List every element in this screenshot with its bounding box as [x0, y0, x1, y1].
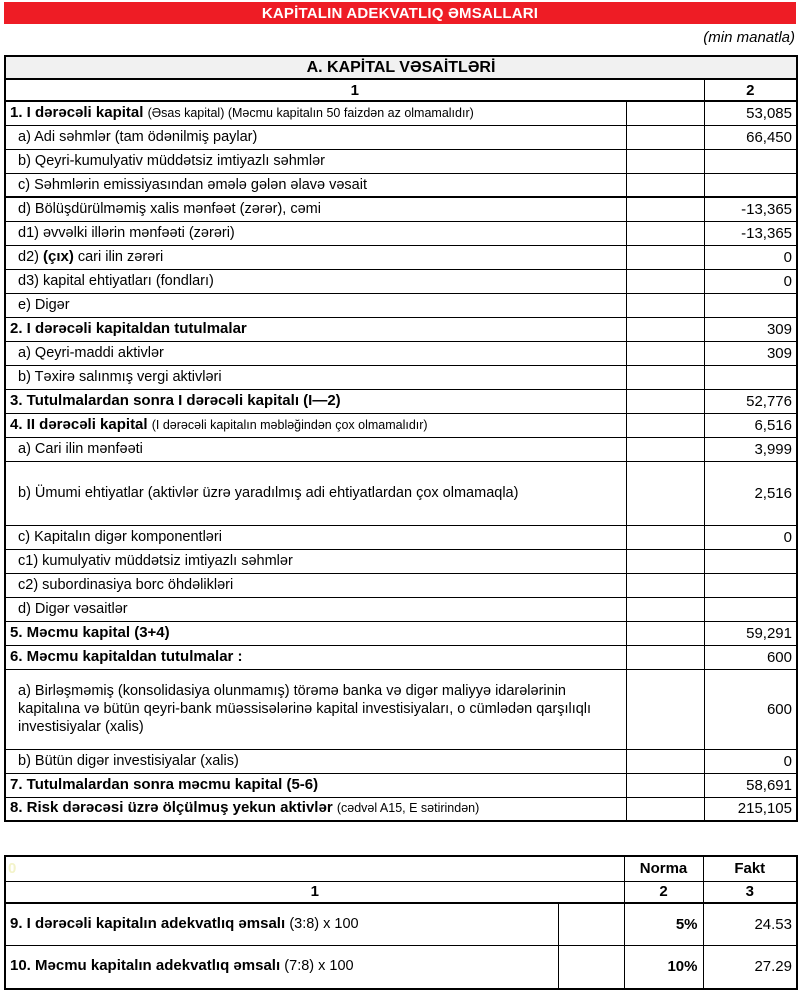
- table-row: [5, 749, 797, 773]
- label-segment: d) Bölüşdürülməmiş xalis mənfəət (zərər), cəmi: [18, 201, 321, 218]
- row-label: [5, 773, 626, 797]
- row-value: 309: [704, 317, 797, 341]
- label-segment: (3:8) x 100: [289, 915, 359, 932]
- label-segment: b) Təxirə salınmış vergi aktivləri: [18, 368, 222, 385]
- row-value: [704, 293, 797, 317]
- label-segment: c) Səhmlərin emissiyasından əmələ gələn əlavə vəsait: [18, 176, 367, 193]
- empty-cell: [626, 597, 704, 621]
- row-value: 600: [704, 669, 797, 749]
- label-segment: 2. I dərəcəli kapitaldan tutulmalar: [10, 319, 247, 337]
- empty-cell: [626, 573, 704, 597]
- table-row: [5, 125, 797, 149]
- empty-cell: [626, 293, 704, 317]
- column-header-1: 1: [5, 881, 624, 903]
- table-row: [5, 549, 797, 573]
- label-segment: a) Qeyri-maddi aktivlər: [18, 344, 164, 361]
- row-value: 66,450: [704, 125, 797, 149]
- row-label: [5, 173, 626, 197]
- row-value: -13,365: [704, 221, 797, 245]
- row-label: [5, 597, 626, 621]
- row-value: 6,516: [704, 413, 797, 437]
- empty-cell: [626, 101, 704, 125]
- row-value: [704, 149, 797, 173]
- label-segment: b) Qeyri-kumulyativ müddətsiz imtiyazlı səhmlər: [18, 152, 325, 169]
- table-row: [5, 365, 797, 389]
- row-value: 0: [704, 749, 797, 773]
- label-segment: c1) kumulyativ müddətsiz imtiyazlı səhmlər: [18, 552, 293, 569]
- column-header-3: 3: [703, 881, 797, 903]
- column-number-row: [5, 881, 797, 903]
- table-row: [5, 945, 797, 989]
- table-row: [5, 773, 797, 797]
- row-value: -13,365: [704, 197, 797, 221]
- report-title: KAPİTALIN ADEKVATLIQ ƏMSALLARI: [261, 4, 539, 22]
- norma-header: Norma: [624, 856, 703, 881]
- empty-cell: [626, 621, 704, 645]
- row-value: 2,516: [704, 461, 797, 525]
- section-header-row: [5, 56, 797, 79]
- row-label: [5, 621, 626, 645]
- table-row: [5, 197, 797, 221]
- empty-cell: [626, 245, 704, 269]
- row-label: [5, 749, 626, 773]
- empty-cell: [626, 413, 704, 437]
- row-value: [704, 597, 797, 621]
- label-segment: d1) əvvəlki illərin mənfəəti (zərəri): [18, 224, 235, 241]
- column-header-2: 2: [624, 881, 703, 903]
- empty-cell: [626, 549, 704, 573]
- table-row: [5, 245, 797, 269]
- table-row: [5, 221, 797, 245]
- norma-fakt-header-row: [5, 856, 797, 881]
- table-row: [5, 437, 797, 461]
- row-value: [704, 549, 797, 573]
- table-row: [5, 317, 797, 341]
- label-segment: 7. Tutulmalardan sonra məcmu kapital (5-6): [10, 775, 319, 793]
- row-value: 215,105: [704, 797, 797, 821]
- row-value: [704, 573, 797, 597]
- row-label: [5, 903, 558, 945]
- table-row: [5, 573, 797, 597]
- row-value: 59,291: [704, 621, 797, 645]
- column-header-1: 1: [5, 79, 704, 101]
- table-row: [5, 669, 797, 749]
- table-row: [5, 149, 797, 173]
- header-zero-cell: 0: [5, 856, 624, 881]
- column-header-2: 2: [704, 79, 797, 101]
- fakt-value: 27.29: [703, 945, 797, 989]
- empty-cell: [626, 749, 704, 773]
- label-segment: 3. Tutulmalardan sonra I dərəcəli kapitalı (I—2): [10, 391, 341, 409]
- row-value: 0: [704, 269, 797, 293]
- row-label: [5, 389, 626, 413]
- label-segment: (7:8) x 100: [284, 958, 354, 975]
- empty-cell: [626, 149, 704, 173]
- row-label: [5, 945, 558, 989]
- label-segment: c) Kapitalın digər komponentləri: [18, 528, 222, 545]
- row-label: [5, 645, 626, 669]
- label-segment: cari ilin zərəri: [73, 248, 164, 265]
- row-label: [5, 525, 626, 549]
- table-row: [5, 621, 797, 645]
- label-segment: (cədvəl A15, E sətirindən): [336, 801, 480, 816]
- empty-cell: [626, 173, 704, 197]
- empty-cell: [626, 221, 704, 245]
- empty-cell: [626, 389, 704, 413]
- table-row: [5, 525, 797, 549]
- row-label: [5, 669, 626, 749]
- row-label: [5, 549, 626, 573]
- units-note: (min manatla): [703, 29, 795, 46]
- label-segment: e) Digər: [18, 296, 70, 313]
- ratio-table-body: [5, 903, 797, 989]
- adequacy-ratio-table: [4, 855, 798, 990]
- label-segment: d) Digər vəsaitlər: [18, 600, 128, 617]
- empty-cell: [626, 461, 704, 525]
- empty-cell: [626, 645, 704, 669]
- table-row: [5, 597, 797, 621]
- table-row: [5, 903, 797, 945]
- label-segment: a) Cari ilin mənfəəti: [18, 440, 143, 457]
- label-segment: 8. Risk dərəcəsi üzrə ölçülmuş yekun aktivlər: [10, 799, 337, 817]
- row-label: [5, 221, 626, 245]
- row-value: 600: [704, 645, 797, 669]
- label-segment: 4. II dərəcəli kapital: [10, 415, 152, 433]
- row-label: [5, 101, 626, 125]
- norma-value: 5%: [624, 903, 703, 945]
- label-segment: b) Bütün digər investisiyalar (xalis): [18, 752, 239, 769]
- column-header-row: [5, 79, 797, 101]
- table-row: [5, 269, 797, 293]
- row-label: [5, 413, 626, 437]
- table-row: [5, 173, 797, 197]
- row-label: [5, 125, 626, 149]
- table-row: [5, 389, 797, 413]
- label-segment: (I dərəcəli kapitalın məbləğindən çox olmamalıdır): [151, 417, 428, 432]
- norma-value: 10%: [624, 945, 703, 989]
- label-segment: 1. I dərəcəli kapital: [10, 103, 148, 121]
- table-row: [5, 101, 797, 125]
- capital-funds-table: [4, 55, 798, 822]
- row-label: [5, 197, 626, 221]
- label-segment: 6. Məcmu kapitaldan tutulmalar :: [10, 647, 243, 665]
- row-value: 0: [704, 525, 797, 549]
- empty-cell: [626, 317, 704, 341]
- row-value: 52,776: [704, 389, 797, 413]
- empty-cell: [626, 437, 704, 461]
- section-header: A. KAPİTAL VƏSAİTLƏRİ: [5, 56, 797, 79]
- empty-cell: [626, 365, 704, 389]
- capital-table-body: [5, 101, 797, 821]
- row-label: [5, 149, 626, 173]
- row-label: [5, 461, 626, 525]
- empty-cell: [626, 269, 704, 293]
- table-row: [5, 293, 797, 317]
- label-segment: d3) kapital ehtiyatları (fondları): [18, 272, 214, 289]
- empty-cell: [626, 797, 704, 821]
- row-label: [5, 293, 626, 317]
- row-label: [5, 365, 626, 389]
- table-row: [5, 341, 797, 365]
- label-segment: b) Ümumi ehtiyatlar (aktivlər üzrə yaradılmış adi ehtiyatlardan çox olmamaqla): [18, 484, 519, 501]
- label-segment: 9. I dərəcəli kapitalın adekvatlıq əmsalı: [10, 914, 290, 932]
- row-value: 58,691: [704, 773, 797, 797]
- label-segment: (Əsas kapital) (Məcmu kapitalın 50 faizdən az olmamalıdır): [147, 105, 474, 120]
- label-segment: (çıx): [43, 247, 74, 265]
- empty-cell: [626, 525, 704, 549]
- row-label: [5, 317, 626, 341]
- row-label: [5, 245, 626, 269]
- row-label: [5, 341, 626, 365]
- row-value: 3,999: [704, 437, 797, 461]
- row-label: [5, 437, 626, 461]
- table-row: [5, 797, 797, 821]
- label-segment: a) Adi səhmlər (tam ödənilmiş paylar): [18, 128, 258, 145]
- fakt-value: 24.53: [703, 903, 797, 945]
- empty-cell: [626, 773, 704, 797]
- fakt-header: Fakt: [703, 856, 797, 881]
- label-segment: d2): [18, 248, 43, 265]
- label-segment: 10. Məcmu kapitalın adekvatlıq əmsalı: [10, 957, 285, 975]
- empty-cell: [626, 125, 704, 149]
- label-segment: c2) subordinasiya borc öhdəlikləri: [18, 576, 234, 593]
- label-segment: 5. Məcmu kapital (3+4): [10, 623, 170, 641]
- empty-cell: [558, 945, 624, 989]
- table-row: [5, 461, 797, 525]
- report-title-banner: [4, 2, 796, 24]
- row-label: [5, 797, 626, 821]
- row-value: 53,085: [704, 101, 797, 125]
- row-value: 0: [704, 245, 797, 269]
- row-label: [5, 269, 626, 293]
- row-value: [704, 173, 797, 197]
- empty-cell: [626, 341, 704, 365]
- row-value: [704, 365, 797, 389]
- row-label: [5, 573, 626, 597]
- empty-cell: [626, 197, 704, 221]
- empty-cell: [626, 669, 704, 749]
- row-value: 309: [704, 341, 797, 365]
- table-row: [5, 413, 797, 437]
- label-segment: a) Birləşməmiş (konsolidasiya olunmamış) törəmə banka və digər maliyyə idarələrinin kapitalına və bütün qeyri-bank müəssisələrinə kapital investisiyaları, o cümlədən qarşılıqlı investisiyalar (xalis): [18, 682, 592, 736]
- empty-cell: [558, 903, 624, 945]
- table-row: [5, 645, 797, 669]
